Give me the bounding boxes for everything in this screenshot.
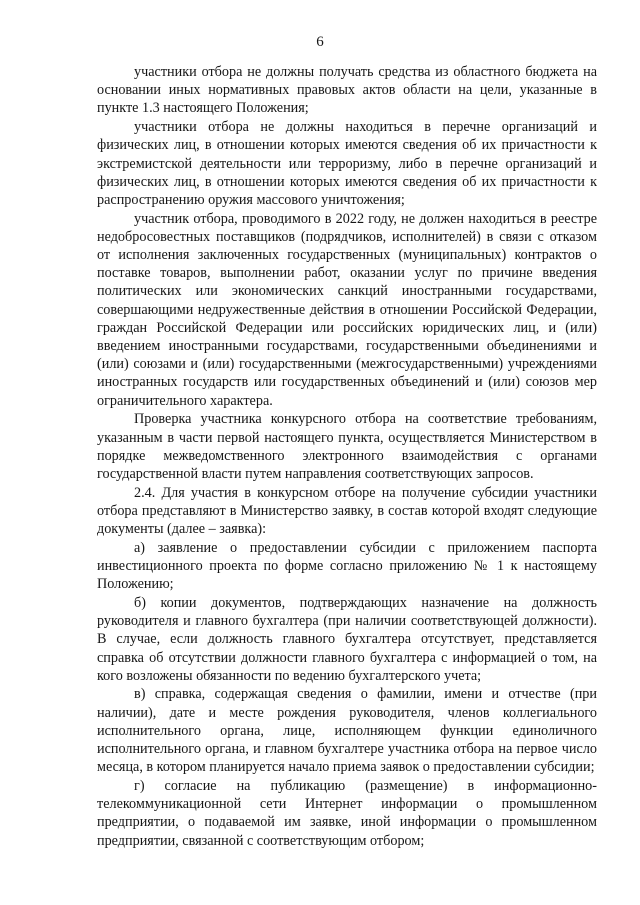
- paragraph-2-4-application: 2.4. Для участия в конкурсном отборе на получение субсидии участники отбора представляют в Министерство заявку, в состав которой входят следующие документы (далее – заявка):: [97, 484, 597, 538]
- list-item-g: г) согласие на публикацию (размещение) в информационно-телекоммуникационной сети Интернет информации о промышленном предприятии, о подаваемой им заявке, иной информации о промышленном предприятии, связанной с соответствующим отбором;: [97, 777, 597, 849]
- paragraph-funding-restriction: участники отбора не должны получать средства из областного бюджета на основании иных нормативных правовых актов области на цели, указанные в пункте 1.3 настоящего Положения;: [97, 64, 597, 117]
- list-item-a: а) заявление о предоставлении субсидии с приложением паспорта инвестиционного проекта по форме согласно приложению № 1 к настоящему Положению;: [97, 539, 597, 593]
- paragraph-verification: Проверка участника конкурсного отбора на соответствие требованиям, указанным в части первой настоящего пункта, осуществляется Министерством в порядке межведомственного электронного взаимодействия с органами государственной власти путем направления соответствующих запросов.: [97, 411, 597, 482]
- list-item-v: в) справка, содержащая сведения о фамилии, имени и отчестве (при наличии), дате и месте рождения руководителя, членов коллегиального исполнительного органа, лице, исполняющем функции единоличного исполнительного органа, и главном бухгалтере участника отбора на первое число месяца, в котором планируется начало приема заявок о предоставлении субсидии;: [97, 686, 597, 776]
- paragraph-unfair-suppliers: участник отбора, проводимого в 2022 году, не должен находиться в реестре недобросовестных поставщиков (подрядчиков, исполнителей) в связи с отказом от исполнения заключенных государственных (муниципальных) контрактов о поставке товаров, выполнении работ, оказании услуг по причине введения политических или экономических санкций иностранными государствами, совершающими недружественные действия в отношении Российской Федерации, граждан Российской Федерации или российских юридических лиц, и (или) введением иностранными государствами, государственными объединениями и (или) союзами и (или) государственными (межгосударственными) учреждениями иностранных государств или государственных объединений и (или) союзов мер ограничительного характера.: [97, 210, 597, 409]
- paragraph-extremism-list: участники отбора не должны находиться в перечне организаций и физических лиц, в отношении которых имеются сведения об их причастности к экстремистской деятельности или терроризму, либо в перечне организаций и физических лиц, в отношении которых имеются сведения об их причастности к распространению оружия массового уничтожения;: [97, 119, 597, 208]
- list-item-b: б) копии документов, подтверждающих назначение на должность руководителя и главного бухгалтера (при наличии соответствующей должности). В случае, если должность главного бухгалтера отсутствует, представляется справка об отсутствии должности главного бухгалтера с информацией о том, на кого возложены обязанности по ведению бухгалтерского учета;: [97, 594, 597, 684]
- page-number: 6: [316, 34, 324, 50]
- document-body: [97, 63, 597, 850]
